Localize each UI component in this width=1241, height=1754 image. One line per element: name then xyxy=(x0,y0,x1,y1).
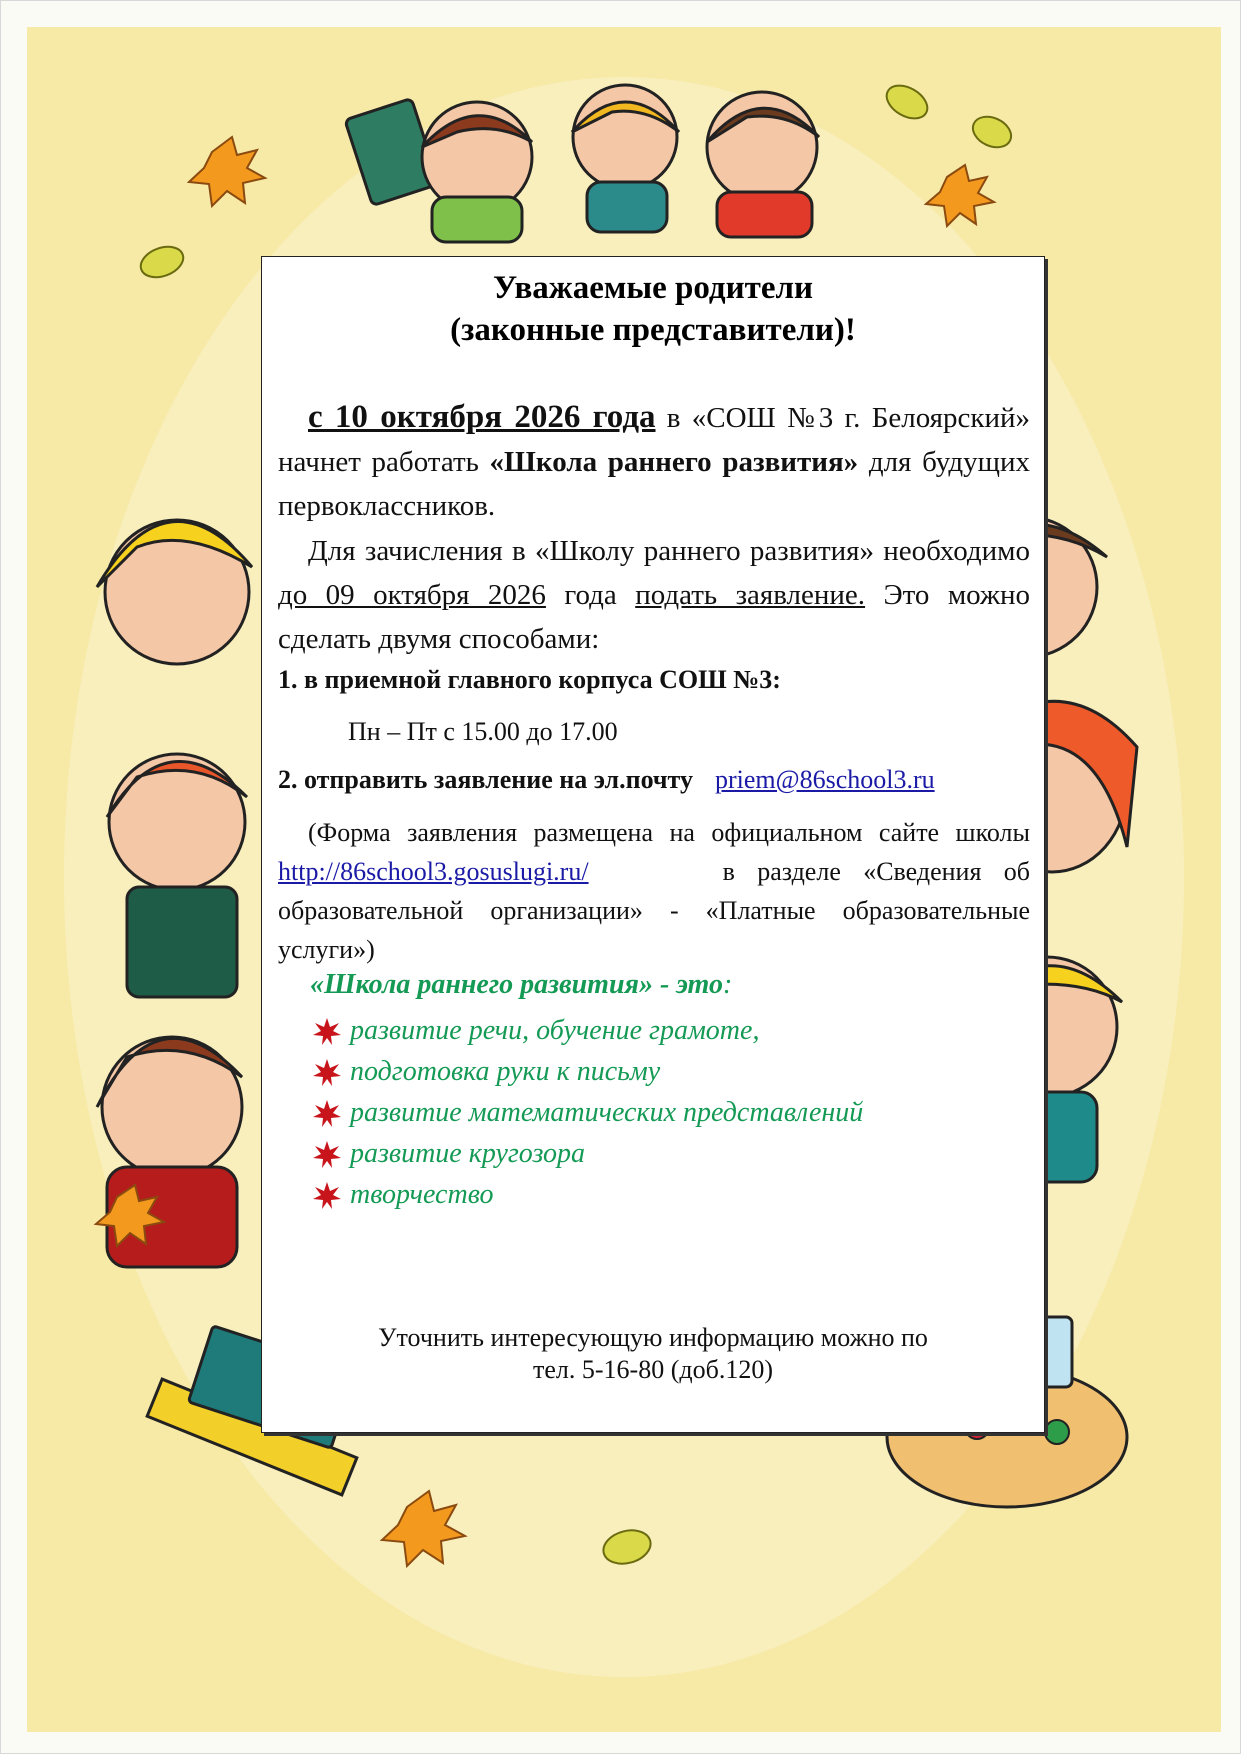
poster-background xyxy=(27,27,1221,1732)
form-note xyxy=(278,813,1037,969)
method-2 xyxy=(278,765,1030,795)
deadline-date: до 09 октября 2026 xyxy=(278,579,546,611)
notice-title xyxy=(262,267,1044,351)
red-star-bullet-icon xyxy=(312,1099,342,1129)
p1-text-b: для будущих первоклассников. xyxy=(278,446,1030,522)
title-line-1: Уважаемые родители xyxy=(492,270,814,306)
feature-text: развитие речи, обучение грамоте, xyxy=(350,1015,760,1046)
list-item xyxy=(312,1177,863,1218)
submit-application-text: подать заявление. xyxy=(635,579,866,611)
red-star-bullet-icon xyxy=(312,1017,342,1047)
office-hours: Пн – Пт с 15.00 до 17.00 xyxy=(348,717,618,746)
features-heading xyxy=(310,969,732,1001)
school-program-name: «Школа раннего развития» xyxy=(489,446,859,478)
p2-text-b: года xyxy=(545,579,636,611)
list-item xyxy=(312,1136,863,1177)
features-heading-colon: : xyxy=(722,969,733,1000)
list-item xyxy=(312,1013,863,1054)
enrollment-paragraph xyxy=(278,529,1030,661)
title-line-2: (законные представители)! xyxy=(450,312,856,348)
method-1-label: 1. в приемной главного корпуса СОШ №3: xyxy=(278,665,781,694)
features-list xyxy=(312,1013,863,1218)
contact-line-1: Уточнить интересующую информацию можно по xyxy=(378,1323,928,1352)
feature-text: подготовка руки к письму xyxy=(350,1056,661,1087)
email-link[interactable]: priem@86school3.ru xyxy=(714,765,935,794)
method-2-label: 2. отправить заявление на эл.почту xyxy=(278,765,693,794)
announcement-paragraph xyxy=(278,395,1030,528)
website-link[interactable]: http://86school3.gosuslugi.ru/ xyxy=(278,857,589,886)
notice-panel xyxy=(261,256,1045,1433)
feature-text: творчество xyxy=(350,1179,494,1210)
red-star-bullet-icon xyxy=(312,1058,342,1088)
list-item xyxy=(312,1095,863,1136)
feature-text: развитие кругозора xyxy=(350,1138,585,1169)
start-date: с 10 октября 2026 года xyxy=(308,399,656,435)
feature-text: развитие математических представлений xyxy=(350,1097,864,1128)
form-note-text-a: (Форма заявления размещена на официальном сайте школы xyxy=(308,818,1030,847)
list-item xyxy=(312,1054,863,1095)
p2-text-c: Это можно сделать двумя способами: xyxy=(278,579,1030,655)
red-star-bullet-icon xyxy=(312,1140,342,1170)
contact-phone: тел. 5-16-80 (доб.120) xyxy=(533,1355,773,1384)
p2-text-a: Для зачисления в «Школу раннего развития» необходимо xyxy=(308,535,1030,567)
red-star-bullet-icon xyxy=(312,1181,342,1211)
p1-text-a: в «СОШ №3 г. Белоярский» начнет работать xyxy=(278,402,1030,478)
features-heading-text: «Школа раннего развития» - это xyxy=(310,969,723,1000)
form-note-text-b: в разделе «Сведения об образовательной организации» - «Платные образовательные услуги») xyxy=(278,857,1037,964)
